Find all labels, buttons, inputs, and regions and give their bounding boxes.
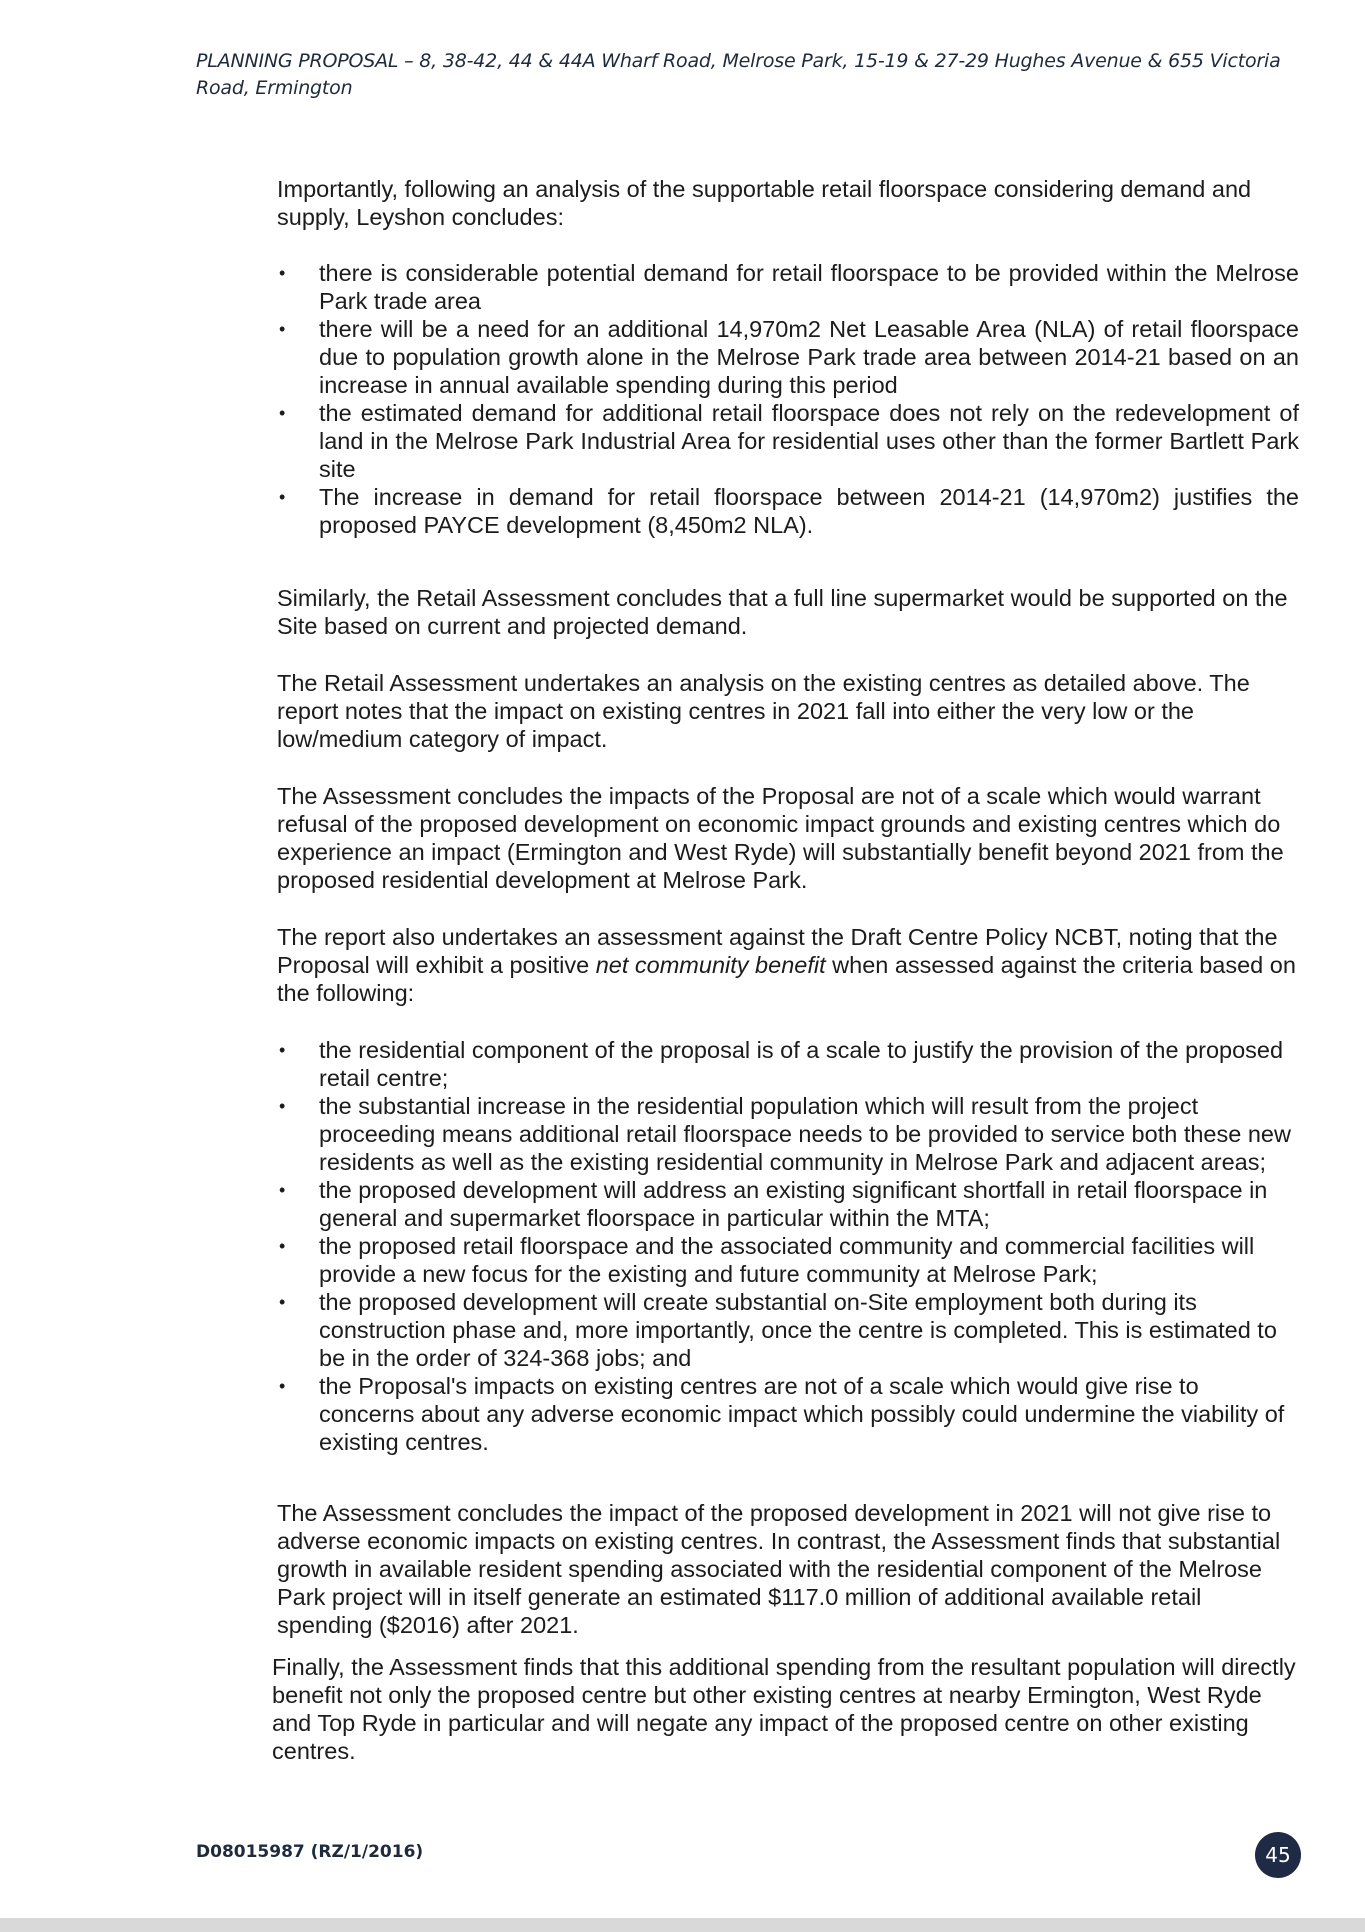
list-item: [277, 1036, 1299, 1092]
list-item: [277, 1232, 1299, 1288]
bullet-icon: •: [279, 487, 286, 507]
list-item: [277, 1176, 1299, 1232]
bullet-icon: •: [279, 1040, 286, 1060]
list-item: [277, 315, 1299, 399]
ncbt-text-end: when assessed against the criteria based on the following:: [277, 952, 1296, 1006]
document-code: D08015987 (RZ/1/2016): [196, 1842, 424, 1862]
supermarket-paragraph: Similarly, the Retail Assessment concludes that a full line supermarket would be supported on the Site based on current and projected demand.: [277, 585, 1288, 639]
list-item: [277, 1092, 1299, 1176]
ncbt-text-start: The report also undertakes an assessment against the Draft Centre Policy NCBT, noting that the Proposal will exhibit a positive: [277, 924, 1278, 978]
bullet-icon: •: [279, 403, 286, 423]
ncbt-paragraph: [277, 923, 1299, 1007]
bullet-icon: •: [279, 1096, 286, 1116]
bullet-icon: •: [279, 319, 286, 339]
list-item-text: the proposed development will address an existing significant shortfall in retail floorspace in general and supermarket floorspace in particular within the MTA;: [319, 1177, 1268, 1231]
list-item: [277, 1288, 1299, 1372]
list-item: [277, 483, 1299, 539]
ncbt-emphasis: net community benefit: [595, 952, 826, 978]
list-item-text: the substantial increase in the residential population which will result from the project proceeding means additional retail floorspace needs to be provided to service both these new residents as well as the existing residential community in Melrose Park and adjacent areas;: [319, 1093, 1291, 1175]
list-item-text: The increase in demand for retail floorspace between 2014-21 (14,970m2) justifies the proposed PAYCE development (8,450m2 NLA).: [319, 484, 1299, 538]
document-body: [272, 175, 1299, 1765]
existing-centres-paragraph: The Retail Assessment undertakes an analysis on the existing centres as detailed above. The report notes that the impact on existing centres in 2021 fall into either the very low or the low/medium category of impact.: [277, 670, 1250, 752]
list-item-text: the proposed retail floorspace and the associated community and commercial facilities will provide a new focus for the existing and future community at Melrose Park;: [319, 1233, 1255, 1287]
page-number-badge: 45: [1255, 1832, 1301, 1878]
list-item: [277, 1372, 1299, 1456]
page-header-title: PLANNING PROPOSAL – 8, 38-42, 44 & 44A Wharf Road, Melrose Park, 15-19 & 27-29 Hughes Avenue & 655 Victoria Road, Ermington: [196, 50, 1281, 99]
ncbt-criteria-list: [277, 1036, 1299, 1456]
list-item-text: there is considerable potential demand for retail floorspace to be provided within the Melrose Park trade area: [319, 260, 1299, 314]
list-item-text: there will be a need for an additional 14,970m2 Net Leasable Area (NLA) of retail floorspace due to population growth alone in the Melrose Park trade area between 2014-21 based on an increase in annual available spending during this period: [319, 316, 1299, 398]
leyshon-conclusions-list: [277, 259, 1299, 539]
list-item-text: the proposed development will create substantial on-Site employment both during its construction phase and, more importantly, once the centre is completed. This is estimated to be in the order of 324-368 jobs; and: [319, 1289, 1277, 1371]
list-item: [277, 259, 1299, 315]
list-item-text: the residential component of the proposal is of a scale to justify the provision of the proposed retail centre;: [319, 1037, 1284, 1091]
list-item-text: the estimated demand for additional retail floorspace does not rely on the redevelopment of land in the Melrose Park Industrial Area for residential uses other than the former Bartlett Park site: [319, 400, 1299, 482]
impacts-paragraph: The Assessment concludes the impacts of the Proposal are not of a scale which would warrant refusal of the proposed development on economic impact grounds and existing centres which do experience an impact (Ermington and West Ryde) will substantially benefit beyond 2021 from the proposed residential development at Melrose Park.: [277, 783, 1284, 893]
bullet-icon: •: [279, 1292, 286, 1312]
list-item: [277, 399, 1299, 483]
intro-paragraph: Importantly, following an analysis of the supportable retail floorspace considering demand and supply, Leyshon concludes:: [277, 176, 1252, 230]
bullet-icon: •: [279, 1180, 286, 1200]
spending-growth-paragraph: The Assessment concludes the impact of the proposed development in 2021 will not give rise to adverse economic impacts on existing centres. In contrast, the Assessment finds that substantial growth in available resident spending associated with the residential component of the Melrose Park project will in itself generate an estimated $117.0 million of additional available retail spending ($2016) after 2021.: [277, 1500, 1281, 1638]
bullet-icon: •: [279, 1236, 286, 1256]
list-item-text: the Proposal's impacts on existing centres are not of a scale which would give rise to concerns about any adverse economic impact which possibly could undermine the viability of existing centres.: [319, 1373, 1285, 1455]
bullet-icon: •: [279, 263, 286, 283]
bullet-icon: •: [279, 1376, 286, 1396]
page-bottom-divider: [0, 1918, 1365, 1932]
final-paragraph: Finally, the Assessment finds that this additional spending from the resultant population will directly benefit not only the proposed centre but other existing centres at nearby Ermington, West Ryde and Top Ryde in particular and will negate any impact of the proposed centre on other existing centres.: [272, 1654, 1296, 1764]
